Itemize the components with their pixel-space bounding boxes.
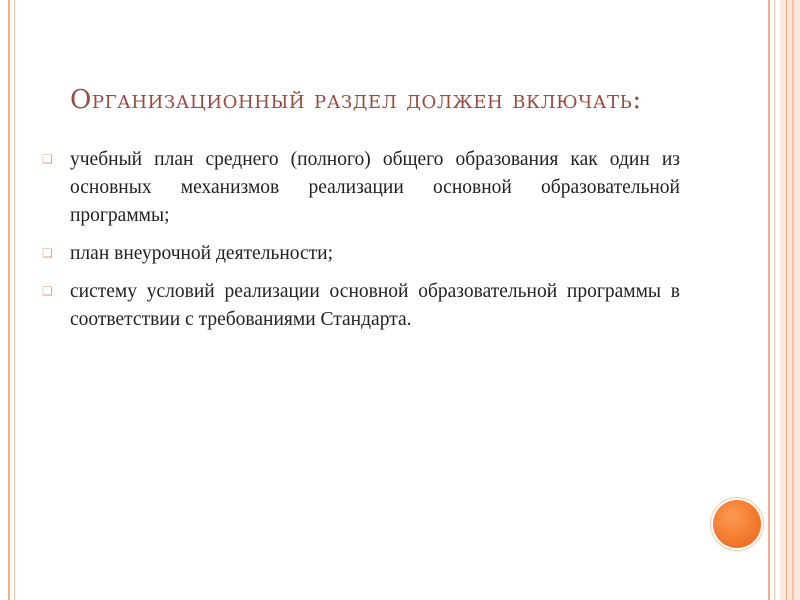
frame-line-right-4 bbox=[792, 0, 794, 600]
bullet-text-conditions: систему условий реализации основной образовательной программы в соответствии с требованиями Стандарта. bbox=[70, 281, 680, 330]
open-square-bullet-icon: ❑ bbox=[42, 284, 53, 298]
bullet-item-extracurricular bbox=[40, 240, 680, 268]
frame-line-right-2 bbox=[774, 0, 775, 600]
slide-title: Организационный раздел должен включать: bbox=[70, 85, 642, 115]
frame-line-left-outer bbox=[8, 0, 10, 600]
frame-strip-right bbox=[780, 0, 800, 600]
bullet-list bbox=[40, 146, 680, 334]
frame-line-right-3 bbox=[786, 0, 787, 600]
orange-circle-icon bbox=[713, 500, 761, 548]
open-square-bullet-icon: ❑ bbox=[42, 152, 53, 166]
bullet-item-curriculum bbox=[40, 146, 680, 230]
frame-line-left-inner bbox=[14, 0, 15, 600]
open-square-bullet-icon: ❑ bbox=[42, 246, 53, 260]
slide-body bbox=[40, 146, 680, 344]
bullet-text-extracurricular: план внеурочной деятельности; bbox=[70, 243, 334, 264]
bullet-item-conditions bbox=[40, 278, 680, 334]
bullet-text-curriculum: учебный план среднего (полного) общего образования как один из основных механизмов реализации основной образовательной программы; bbox=[70, 149, 680, 226]
frame-line-right-1 bbox=[768, 0, 770, 600]
